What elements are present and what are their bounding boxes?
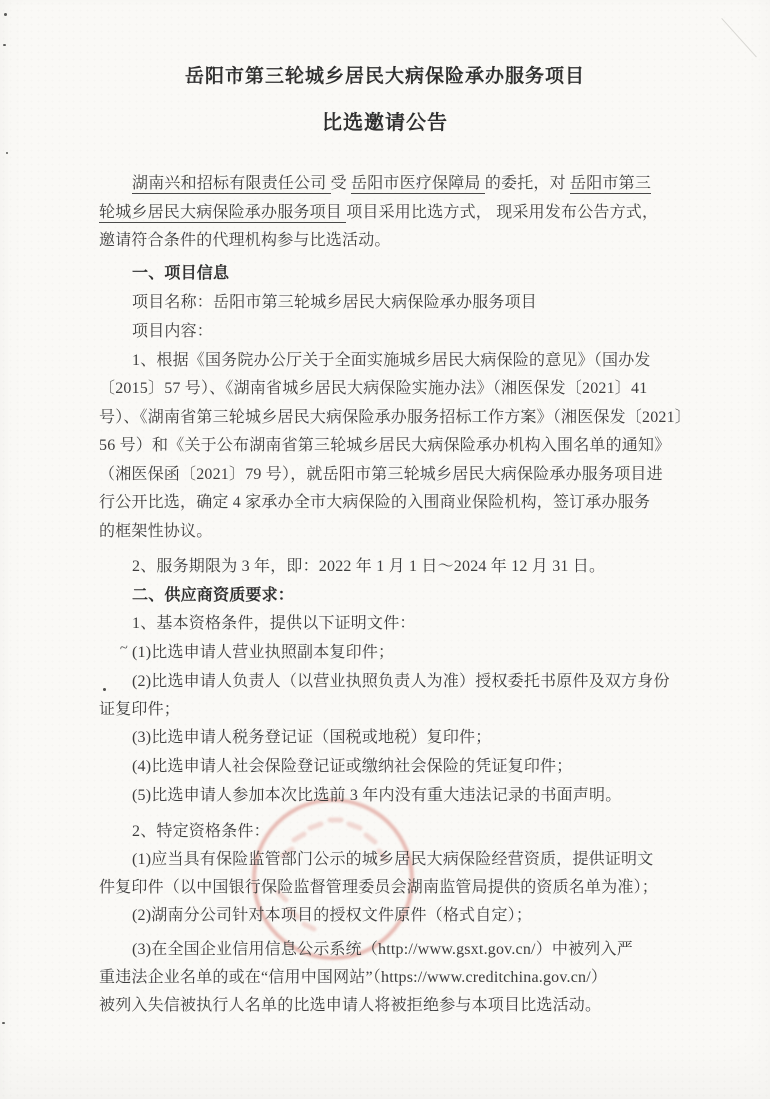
- doc-text-line: [99, 672, 670, 692]
- document-title-line2: 比选邀请公告: [322, 112, 448, 134]
- doc-text-line: [99, 231, 391, 251]
- doc-text-line: [99, 379, 647, 399]
- text-segment: 重违法企业名单的或在“信用中国网站”（https://www.creditchina.gov.cn/）: [99, 969, 608, 986]
- text-segment: 项目名称：岳阳市第三轮城乡居民大病保险承办服务项目: [132, 294, 538, 311]
- text-segment: (2)湖南分公司针对本项目的授权文件原件（格式自定）；: [132, 907, 533, 924]
- text-segment: 证复印件；: [99, 701, 181, 718]
- text-segment: 2、服务期限为 3 年，即：2022 年 1 月 1 日～2024 年 12 月 31 日。: [132, 558, 606, 575]
- text-segment: 56 号）和《关于公布湖南省第三轮城乡居民大病保险承办机构入围名单的通知》: [99, 437, 671, 454]
- text-segment: 项目内容：: [132, 323, 214, 340]
- doc-text-line: [99, 996, 601, 1016]
- text-segment: 〔2015〕57 号）、《湖南省城乡居民大病保险实施办法》（湘医保发〔2021〕41: [99, 380, 648, 397]
- text-segment: 1、基本资格条件，提供以下证明文件：: [132, 615, 416, 632]
- doc-text-line: [99, 639, 395, 663]
- scan-scratch-line: [721, 18, 757, 57]
- doc-text-line: [99, 822, 270, 842]
- doc-text-line: [99, 203, 658, 223]
- doc-text-line: [99, 757, 572, 777]
- scan-speck: [4, 13, 7, 16]
- doc-text-line: [99, 264, 229, 284]
- doc-text-line: [99, 293, 537, 313]
- text-segment: (5)比选申请人参加本次比选前 3 年内没有重大违法记录的书面声明。: [132, 787, 622, 804]
- doc-text-line: [99, 700, 180, 720]
- doc-text-line: [99, 728, 491, 748]
- doc-text-line: [99, 614, 416, 634]
- text-segment: 二、供应商资质要求：: [132, 587, 295, 604]
- ink-dot-artifact: [103, 688, 106, 691]
- text-segment: (4)比选申请人社会保险登记证或缴纳社会保险的凭证复印件；: [132, 758, 573, 775]
- text-segment: (1)应当具有保险监管部门公示的城乡居民大病保险经营资质，提供证明文: [132, 851, 654, 868]
- doc-text-line: [99, 786, 621, 806]
- text-segment: 行公开比选，确定 4 家承办全市大病保险的入围商业保险机构，签订承办服务: [99, 494, 651, 511]
- text-segment: 2、特定资格条件：: [132, 823, 270, 840]
- text-segment: 被列入失信被执行人名单的比选申请人将被拒绝参与本项目比选活动。: [99, 997, 602, 1014]
- doc-text-line: [99, 878, 658, 898]
- text-segment: (3)比选申请人税务登记证（国税或地税）复印件；: [132, 729, 492, 746]
- underlined-text: 湖南兴和招标有限责任公司: [132, 175, 331, 192]
- text-segment: 1、根据《国务院办公厅关于全面实施城乡居民大病保险的意见》（国办发: [132, 352, 651, 369]
- text-segment: 的委托，对: [484, 175, 571, 192]
- text-segment: 号）、《湖南省第三轮城乡居民大病保险承办服务招标工作方案》（湘医保发〔2021〕: [99, 409, 692, 426]
- scan-speck: [6, 152, 8, 154]
- text-segment: 的框架性协议。: [99, 523, 213, 540]
- document-body: [99, 0, 699, 1099]
- doc-text-line: [99, 322, 213, 342]
- underlined-text: 岳阳市第三: [570, 175, 652, 192]
- text-segment: (3)在全国企业信用信息公示系统（http://www.gsxt.gov.cn/）中被列入严: [132, 941, 633, 958]
- doc-text-line: [99, 586, 294, 606]
- doc-text-line: [99, 174, 651, 194]
- text-segment: 受: [330, 175, 352, 192]
- text-segment: 件复印件（以中国银行保险监督管理委员会湖南监管局提供的资质名单为准）；: [99, 879, 659, 896]
- scan-speck: [2, 1022, 5, 1024]
- doc-text-line: [99, 940, 633, 960]
- scan-speck: [3, 44, 6, 46]
- text-segment: （湘医保函〔2021〕79 号），就岳阳市第三轮城乡居民大病保险承办服务项目进: [99, 466, 663, 483]
- doc-text-line: [99, 351, 651, 371]
- doc-text-line: [99, 522, 212, 542]
- doc-text-line: [99, 493, 650, 513]
- underlined-text: 轮城乡居民大病保险承办服务项目: [99, 204, 347, 221]
- text-segment: (2)比选申请人负责人（以营业执照负责人为准）授权委托书原件及双方身份: [132, 673, 670, 690]
- doc-text-line: [99, 906, 532, 926]
- doc-text-line: [99, 408, 691, 428]
- doc-text-line: [99, 968, 607, 988]
- text-segment: 项目采用比选方式， 现采用发布公告方式，: [346, 204, 659, 221]
- text-segment: (1)比选申请人营业执照副本复印件；: [132, 644, 395, 661]
- doc-text-line: [99, 557, 605, 577]
- text-segment: 邀请符合条件的代理机构参与比选活动。: [99, 232, 391, 249]
- text-segment: 一、项目信息: [132, 265, 230, 282]
- underlined-text: 岳阳市医疗保障局: [351, 175, 485, 192]
- pen-dash-artifact: ~: [118, 639, 130, 657]
- doc-text-line: [99, 850, 653, 870]
- document-title-line1: 岳阳市第三轮城乡居民大病保险承办服务项目: [184, 66, 585, 87]
- doc-text-line: [99, 465, 663, 485]
- doc-text-line: [99, 436, 670, 456]
